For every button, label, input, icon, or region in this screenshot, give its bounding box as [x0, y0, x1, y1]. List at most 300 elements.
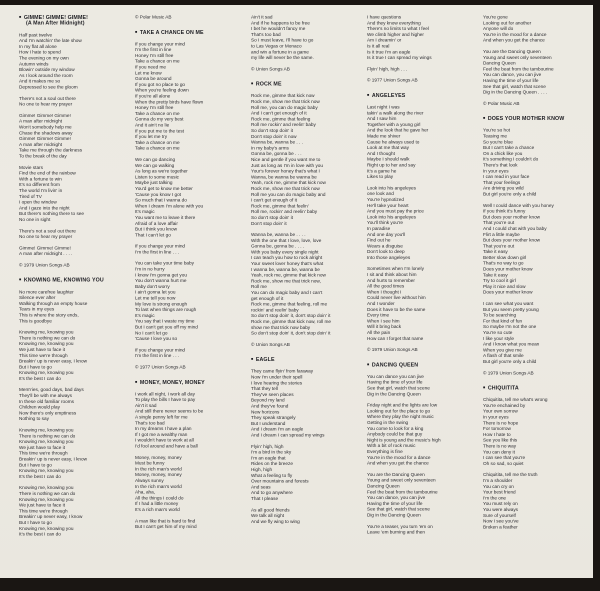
lyric-line: I like your style: [483, 335, 514, 341]
lyric-line: That you're out: [483, 242, 515, 249]
lyric-line: Having the time of your life: [367, 500, 423, 506]
lyric-line: Everything is fine: [367, 448, 403, 454]
lyric-line: takin' a walk along the river: [367, 109, 424, 116]
lyric-line: to Las Vegas or Monaco: [251, 42, 302, 49]
lyric-line: Aha, aha,: [135, 489, 156, 495]
lyric-line: Friday night and the lights are low: [367, 402, 438, 408]
lyric-line: With the one that I love, love, love: [251, 237, 322, 243]
lyric-line: A man after midnight: [19, 141, 62, 147]
lyric-line: Find the end of the rainbow: [19, 170, 76, 176]
lyric-line: Look at me that way: [367, 144, 409, 151]
lyric-stanza: [135, 156, 234, 237]
lyric-line: When the pretty birds have flown: [135, 98, 204, 105]
lyric-line: When I dream I'm alone with you: [135, 202, 204, 209]
lyrics-sheet: [0, 5, 593, 578]
lyric-stanza: [135, 260, 234, 341]
lyric-line: All the good times: [367, 283, 405, 289]
lyric-line: In my baby's arms: [251, 144, 289, 151]
lyric-line: If you let me try: [135, 133, 168, 140]
lyric-line: But I think you know: [135, 226, 177, 232]
lyric-line: Take a chance on me: [135, 145, 180, 151]
lyric-line: Let me tell you now: [135, 295, 176, 301]
lyric-line: You can dance, you can jive: [483, 71, 542, 78]
lyric-line: You can dance you can jive: [367, 373, 424, 379]
copyright-line: © Polar Music AB: [483, 100, 520, 106]
lyric-line: See you like this: [483, 437, 518, 443]
lyric-line: Honey I'm still free: [135, 104, 174, 111]
lyric-line: In the rich man's world: [135, 465, 182, 472]
lyric-line: Must be funny: [135, 460, 165, 466]
lyric-stanza: [367, 14, 466, 60]
lyric-line: I can teach you how to rock alright: [251, 254, 323, 261]
lyric-line: Depressed to see the gloom: [19, 84, 78, 90]
lyric-line: There's that look: [483, 161, 518, 168]
lyric-line: Maybe just talking: [135, 179, 173, 186]
lyric-line: Dancing Queen: [367, 482, 400, 489]
lyric-line: A single penny left for me: [135, 414, 188, 420]
lyric-line: You'll think you're: [367, 219, 404, 226]
lyric-line: I'm a shoulder: [483, 477, 513, 483]
lyric-line: Knowing me, knowing you: [19, 329, 74, 335]
section-marker-icon: ■: [135, 29, 138, 34]
lyric-stanza: [483, 202, 582, 295]
lyric-line: In your eyes: [483, 167, 509, 174]
lyric-line: Your's forever honey that's what I: [251, 168, 320, 174]
lyrics-column-5: [483, 14, 582, 575]
lyric-line: If you got no place to go: [135, 81, 186, 87]
lyric-line: They've seen places: [251, 391, 294, 397]
lyric-line: You're in the mood for a dance: [367, 454, 431, 460]
lyric-line: Now I see you've: [483, 518, 519, 524]
lyric-line: You're a teaser, you turn 'em on: [367, 523, 433, 529]
lyric-line: And I dream I'm an eagle: [251, 426, 304, 432]
lyric-stanza: [19, 289, 118, 324]
section-marker-icon: ■: [483, 115, 486, 121]
lyric-line: Rides on the breeze: [251, 460, 293, 467]
lyric-line: Sometimes when I'm lonely: [367, 265, 424, 272]
lyric-line: Does your mother know: [483, 289, 533, 295]
lyric-line: Anyone will do: [483, 25, 514, 32]
lyric-line: Knowing me, knowing you: [19, 369, 74, 376]
lyric-line: Roll me rockin' and reelin' baby: [251, 121, 316, 128]
lyric-stanza: [19, 228, 118, 240]
lyric-line: Movie stars: [19, 164, 43, 170]
lyric-line: No one in sight: [19, 216, 51, 222]
song-title: [483, 385, 582, 392]
lyric-line: When I thought I: [367, 288, 402, 295]
lyric-line: Likes to play: [367, 173, 394, 180]
lyric-line: In my flat all alone: [19, 43, 57, 49]
lyric-line: Ain't it sad: [135, 402, 157, 408]
lyric-line: You're so hot: [483, 127, 511, 133]
copyright-line: © Union Songs AB: [251, 341, 290, 347]
lyric-line: Made me shiver: [367, 133, 401, 139]
lyric-line: You can cry on: [483, 483, 514, 489]
lyric-line: Cause he always used to: [367, 138, 420, 145]
song-title: [367, 361, 466, 368]
lyric-line: There's not a soul out there: [19, 95, 76, 101]
lyric-line: Roll me, you can do magic baby: [251, 104, 318, 110]
lyric-line: I have questions: [367, 14, 402, 20]
lyric-line: Breakin' up is never easy, I know: [19, 358, 88, 364]
lyric-line: I wanna be, wanna be, wanna be: [251, 266, 320, 272]
lyric-line: Night is young and the music's high: [367, 436, 441, 443]
lyric-line: Wanna, be wanna be wanna be: [251, 173, 317, 180]
lyric-line: Knowing me, knowing you: [19, 484, 74, 491]
lyric-stanza: [19, 387, 118, 422]
lyric-line: Looking out for another: [483, 19, 532, 26]
lyric-line: Gonna be, gonna be . . . .: [251, 243, 305, 249]
lyric-line: A man after midnight: [19, 118, 62, 124]
lyric-line: See that girl, watch that scene: [483, 83, 546, 89]
lyric-stanza: [367, 66, 466, 72]
lyric-line: And we fly wing to wing: [251, 518, 300, 524]
lyric-line: When I see him: [367, 317, 400, 324]
lyric-line: There is no hope: [483, 419, 519, 426]
lyric-line: As long as we're together: [135, 168, 188, 174]
lyric-line: Sure of yourself: [483, 512, 516, 518]
lyric-line: And seas: [251, 483, 271, 490]
lyric-line: Walking through an empty house: [19, 300, 88, 306]
section-marker-icon: ■: [367, 361, 370, 367]
lyric-line: And I thought: [367, 150, 395, 156]
lyric-line: And I can't get enough of it: [251, 110, 307, 116]
lyric-line: We can go walking: [135, 162, 175, 168]
lyrics-column-1: [19, 14, 118, 575]
lyric-line: And I dream I can spread my wings: [251, 432, 325, 438]
lyric-line: And still there never seems to be: [135, 408, 204, 414]
lyric-line: Now there's only emptiness: [19, 409, 77, 416]
lyric-line: See that girl, watch that scene: [367, 506, 430, 512]
lyric-line: And I wonder: [367, 300, 395, 307]
lyric-line: Just as long as I'm in love with you: [251, 162, 324, 168]
lyric-line: Gonna be, gonna be . . .: [251, 150, 302, 157]
lyric-line: get enough of it: [251, 295, 284, 301]
lyric-line: Listen to some music: [135, 173, 180, 180]
lyric-line: Breakin' up never easy, I know: [19, 513, 83, 520]
lyric-line: Dancing Queen: [483, 60, 516, 66]
lyric-line: In your eyes: [483, 414, 509, 420]
lyric-line: So I must leave, I'll have to go: [251, 37, 314, 43]
lyric-line: And one day you'll: [367, 231, 406, 237]
lyric-line: But I have to go: [19, 363, 52, 370]
lyric-stanza: [251, 443, 350, 501]
lyric-line: So maybe I'm not the one: [483, 323, 537, 330]
lyric-line: Afraid of a love affair: [135, 220, 178, 226]
lyric-line: This time we're through: [19, 450, 68, 456]
lyric-stanza: [483, 14, 582, 43]
lyric-line: It's the best I can do: [19, 531, 61, 537]
song-title: [19, 277, 118, 284]
lyric-line: Roll me you can do magic baby and: [251, 191, 326, 197]
lyric-line: We just have to face it: [19, 502, 66, 508]
lyric-stanza: [19, 245, 118, 257]
lyric-line: Take a chance on me: [135, 139, 180, 145]
copyright-line: © 1977 Union Songs AB: [135, 363, 186, 370]
lyric-stanza: [135, 347, 234, 359]
lyric-line: In my dreams I have a plan: [135, 425, 192, 432]
lyric-line: It's a rich man's world: [135, 506, 180, 512]
lyric-line: In these old familiar rooms: [19, 398, 74, 404]
lyric-line: Knowing me, knowing you: [19, 438, 74, 445]
lyric-line: Getting in the swing: [367, 419, 409, 426]
lyric-line: They'll be with me always: [19, 392, 72, 399]
lyric-line: There's no limits to what I feel: [367, 25, 429, 32]
lyric-stanza: [19, 32, 118, 90]
lyric-line: Chase the shadows away: [19, 129, 73, 136]
lyric-line: Does it have to be the same: [367, 306, 426, 312]
lyric-line: And they know everything: [367, 19, 421, 26]
lyric-line: So don't stop doin' it: [251, 127, 293, 133]
lyric-line: For that kind of fun: [483, 317, 523, 324]
lyric-line: I'm the first in line . . .: [135, 352, 180, 359]
lyric-line: Your best friend: [483, 489, 516, 495]
lyric-line: You're gone: [483, 14, 508, 20]
lyric-line: Am I dreamin' or: [367, 37, 402, 43]
lyric-line: That they tell: [251, 385, 278, 392]
lyric-line: But girl you're only a child: [483, 358, 537, 364]
lyric-stanza: [367, 402, 466, 466]
lyric-line: How can I forget that name: [367, 335, 424, 341]
lyric-line: Wanna be, wanna be . . . .: [251, 231, 306, 238]
lyric-line: But there's nothing there to see: [19, 210, 85, 217]
lyric-line: You can take your time baby: [135, 260, 194, 266]
song-title-text: ROCK ME: [255, 80, 282, 87]
lyric-line: What a feeling to fly: [251, 472, 293, 478]
lyric-stanza: [483, 397, 582, 467]
lyric-line: I'm the one: [483, 494, 507, 501]
lyric-line: To the break of the day: [19, 152, 67, 159]
song-title: [483, 115, 582, 122]
lyric-line: You can do magic baby and I can't: [251, 289, 323, 296]
lyric-line: But I can't get him of my mind: [135, 523, 197, 530]
song-title: [135, 29, 234, 36]
lyric-line: Gonna be around: [135, 75, 172, 82]
lyric-line: Children would play: [19, 404, 60, 410]
lyric-line: Honey I'm still free: [135, 52, 174, 58]
lyric-line: If you change your mind: [135, 40, 186, 47]
section-marker-icon: ■: [251, 356, 254, 362]
lyric-line: My love is strong enough: [135, 300, 188, 307]
lyrics-columns: [0, 5, 582, 575]
lyric-line: No one to hear my prayer: [19, 101, 73, 107]
lyric-line: If you change your mind: [135, 243, 186, 249]
lyric-line: You must rely on: [483, 500, 518, 507]
lyric-line: We just have to face it: [19, 346, 66, 352]
lyric-line: There is nothing we can do: [19, 432, 76, 439]
lyric-line: Tired of TV: [19, 193, 42, 199]
lyric-line: There is no way: [483, 443, 517, 449]
section-marker-icon: ■: [135, 379, 138, 384]
lyric-line: You're enchained by: [483, 402, 526, 408]
lyric-line: If you think it's funny: [483, 208, 526, 214]
lyric-line: Feel the beat from the tambourine: [367, 488, 438, 495]
lyric-line: I love hearing the stories: [251, 379, 303, 386]
lyric-line: Now I'm under their spell: [251, 374, 303, 380]
lyric-line: I sit and think about him: [367, 271, 417, 278]
copyright-line: © Union Songs AB: [251, 65, 290, 72]
lyric-line: It's so different from: [19, 181, 60, 188]
lyric-line: We just have to face it: [19, 444, 66, 450]
lyric-line: Rock me, gimme that feeling: [251, 115, 311, 122]
lyric-line: Rock me, gimme that feelin': [251, 202, 309, 209]
lyric-line: Gimme! Gimme! Gimme!: [19, 135, 71, 142]
lyric-line: Rock me, gimme that kick now, roll me: [251, 318, 331, 324]
lyric-line: Roll me: [251, 283, 267, 290]
lyric-line: So you're blue: [483, 138, 513, 145]
lyric-line: But I understand: [251, 420, 286, 426]
lyric-line: Baby don't worry: [135, 283, 170, 289]
lyric-line: Rock me, gimme that feeling, roll me: [251, 301, 328, 307]
lyric-line: Take a chance on me: [135, 58, 180, 64]
lyric-stanza: [135, 41, 234, 151]
lyric-line: Breakin' up is never easy, I know: [19, 456, 88, 462]
lyric-line: Take it easy: [483, 271, 508, 278]
lyric-line: And you must pay the price: [367, 208, 424, 214]
lyric-line: That your feelings: [483, 179, 521, 185]
lyric-line: I'm the first in line: [135, 46, 172, 53]
song-title-text: ANGELEYES: [371, 92, 406, 99]
lyric-line: But girl you're only a child: [483, 190, 537, 197]
song-title-text: MONEY, MONEY, MONEY: [139, 379, 205, 386]
lyric-line: Your sweet lover honey that's what: [251, 260, 324, 267]
lyric-line: Oh so sad, so quiet: [483, 460, 524, 466]
song-title-text: EAGLE: [255, 356, 275, 363]
lyric-line: If I got me a wealthy man: [135, 431, 188, 437]
lyric-line: Having the time of your life: [483, 77, 539, 83]
lyric-stanza: [19, 95, 118, 107]
lyric-line: Will it bring back: [367, 323, 402, 330]
lyric-line: It's a game he: [367, 167, 397, 174]
lyric-line: You'd get to know me better: [135, 185, 193, 191]
lyric-line: So don't stop doin' it: [251, 214, 293, 220]
lyric-line: If you change your mind: [135, 346, 186, 353]
lyric-line: Look into his angeleyes: [367, 184, 416, 191]
lyric-line: No one to hear my prayer: [19, 233, 73, 240]
lyric-line: Look into his angeleyes: [367, 213, 416, 220]
song-title-text: KNOWING ME, KNOWING YOU: [23, 276, 104, 283]
lyric-stanza: [483, 301, 582, 365]
lyric-line: Nothing to say: [19, 415, 49, 422]
lyrics-column-3: [251, 14, 350, 575]
lyric-line: You want me to leave it there: [135, 214, 196, 220]
lyric-line: And I know what you mean: [483, 341, 540, 347]
lyric-line: Is it true I'm an eagle: [367, 48, 411, 55]
lyric-line: And hurts to remember: [367, 277, 415, 283]
lyric-line: But you seem pretty young: [483, 306, 539, 312]
lyric-line: Half past twelve: [19, 31, 53, 38]
lyric-line: show me that trick now baby: [251, 324, 311, 330]
lyric-line: When you're feeling down: [135, 87, 189, 93]
lyric-line: There is nothing we can do: [19, 334, 76, 341]
lyric-line: You can dance, you can jive: [367, 494, 426, 501]
lyric-line: High, high: [251, 466, 273, 472]
lyric-line: I can see that you're: [483, 454, 526, 461]
lyric-line: Flirt a little maybe: [483, 231, 520, 237]
lyric-line: No more carefree laughter: [19, 288, 74, 295]
lyric-line: This time we're through: [19, 507, 68, 514]
lyric-line: The world I'm livin' in: [19, 187, 63, 193]
lyric-stanza: [251, 232, 350, 336]
lyric-line: See that girl, watch that scene: [367, 385, 430, 391]
lyric-line: Dig in the Dancing Queen: [367, 511, 421, 518]
lyric-line: No I can't let go: [135, 329, 168, 336]
lyric-stanza: [367, 373, 466, 396]
lyric-line: Autumn winds: [19, 60, 49, 67]
lyric-stanza: [367, 523, 466, 535]
lyric-stanza: [251, 14, 350, 60]
lyric-line: That's no way to go: [483, 260, 524, 266]
lyric-line: It's the best I can do: [19, 375, 61, 381]
section-marker-icon: ■: [367, 92, 370, 97]
lyric-line: As I look around the room: [19, 72, 73, 78]
lyric-line: And it makes me so: [19, 78, 61, 84]
lyric-line: A man after midnight . . . .: [19, 250, 73, 257]
song-title-text: TAKE A CHANCE ON ME: [139, 29, 204, 36]
lyric-line: Beyond my land: [251, 397, 285, 403]
lyric-line: If you're all alone: [135, 93, 171, 99]
lyric-line: rockin' and reelin' baby: [251, 306, 299, 313]
lyric-line: I can see what you want: [483, 300, 534, 307]
lyric-line: Young and sweet only seventeen: [483, 54, 552, 60]
lyric-line: Ain't it sad: [251, 14, 273, 20]
lyric-stanza: [251, 93, 350, 226]
lyric-line: Well I could dance with you honey: [483, 202, 554, 208]
song-title: [251, 356, 350, 363]
lyric-line: Maybe I should walk: [367, 156, 410, 162]
lyric-line: Don't stop doin' it now: [251, 133, 297, 139]
lyric-stanza: [483, 48, 582, 94]
lyric-line: As all good friends: [251, 506, 290, 513]
lyric-line: Into those angeleyes: [367, 254, 411, 260]
lyric-line: Take it easy: [483, 248, 508, 255]
song-title-text: CHIQUITITA: [487, 384, 519, 391]
copyright-line: © Polar Music AB: [135, 14, 172, 20]
lyric-line: All the things I could do: [135, 494, 184, 501]
lyric-line: Feel the beat from the tambourine: [483, 65, 554, 72]
lyric-stanza: [251, 368, 350, 438]
lyric-line: On a chick like you: [483, 150, 523, 156]
lyric-line: Together with a young girl: [367, 121, 421, 127]
lyric-line: And when you get the chance: [367, 460, 429, 466]
lyric-line: And when you get the chance: [483, 37, 545, 43]
lyric-line: And I'm watchin' the late show: [19, 37, 82, 44]
lyric-line: I bet he wouldn't fancy me: [251, 25, 306, 32]
lyric-line: Chiquitita, tell me what's wrong: [483, 396, 548, 403]
lyric-stanza: [135, 391, 234, 449]
lyric-line: And if he happens to be free: [251, 19, 310, 26]
lyric-line: Blowin' outside my window: [19, 66, 75, 73]
lyric-line: And it ain't no lie: [135, 122, 170, 128]
lyric-line: And the look that he gave her: [367, 127, 429, 133]
lyric-line: But I have to go: [19, 519, 52, 525]
lyric-line: Knowing me, knowing you: [19, 525, 74, 531]
lyric-line: They speak strangely: [251, 414, 296, 421]
lyric-line: Knowing me, knowing you: [19, 427, 74, 433]
song-title: [135, 379, 234, 386]
lyric-stanza: [135, 243, 234, 255]
lyric-line: Better slow down girl: [483, 254, 527, 260]
lyric-line: 'Cause I love you so: [135, 335, 178, 342]
lyric-line: Over mountains and forests: [251, 478, 309, 484]
lyric-line: Gimme! Gimme! Gimme!: [19, 112, 71, 118]
lyric-line: Silence ever after: [19, 294, 56, 301]
lyric-line: So don't stop doin' it, don't stop doin' it: [251, 312, 331, 319]
lyric-line: Let me know: [135, 69, 162, 76]
lyric-line: For tomorrow: [483, 425, 511, 432]
song-title: [251, 81, 350, 88]
lyric-stanza: [483, 472, 582, 530]
